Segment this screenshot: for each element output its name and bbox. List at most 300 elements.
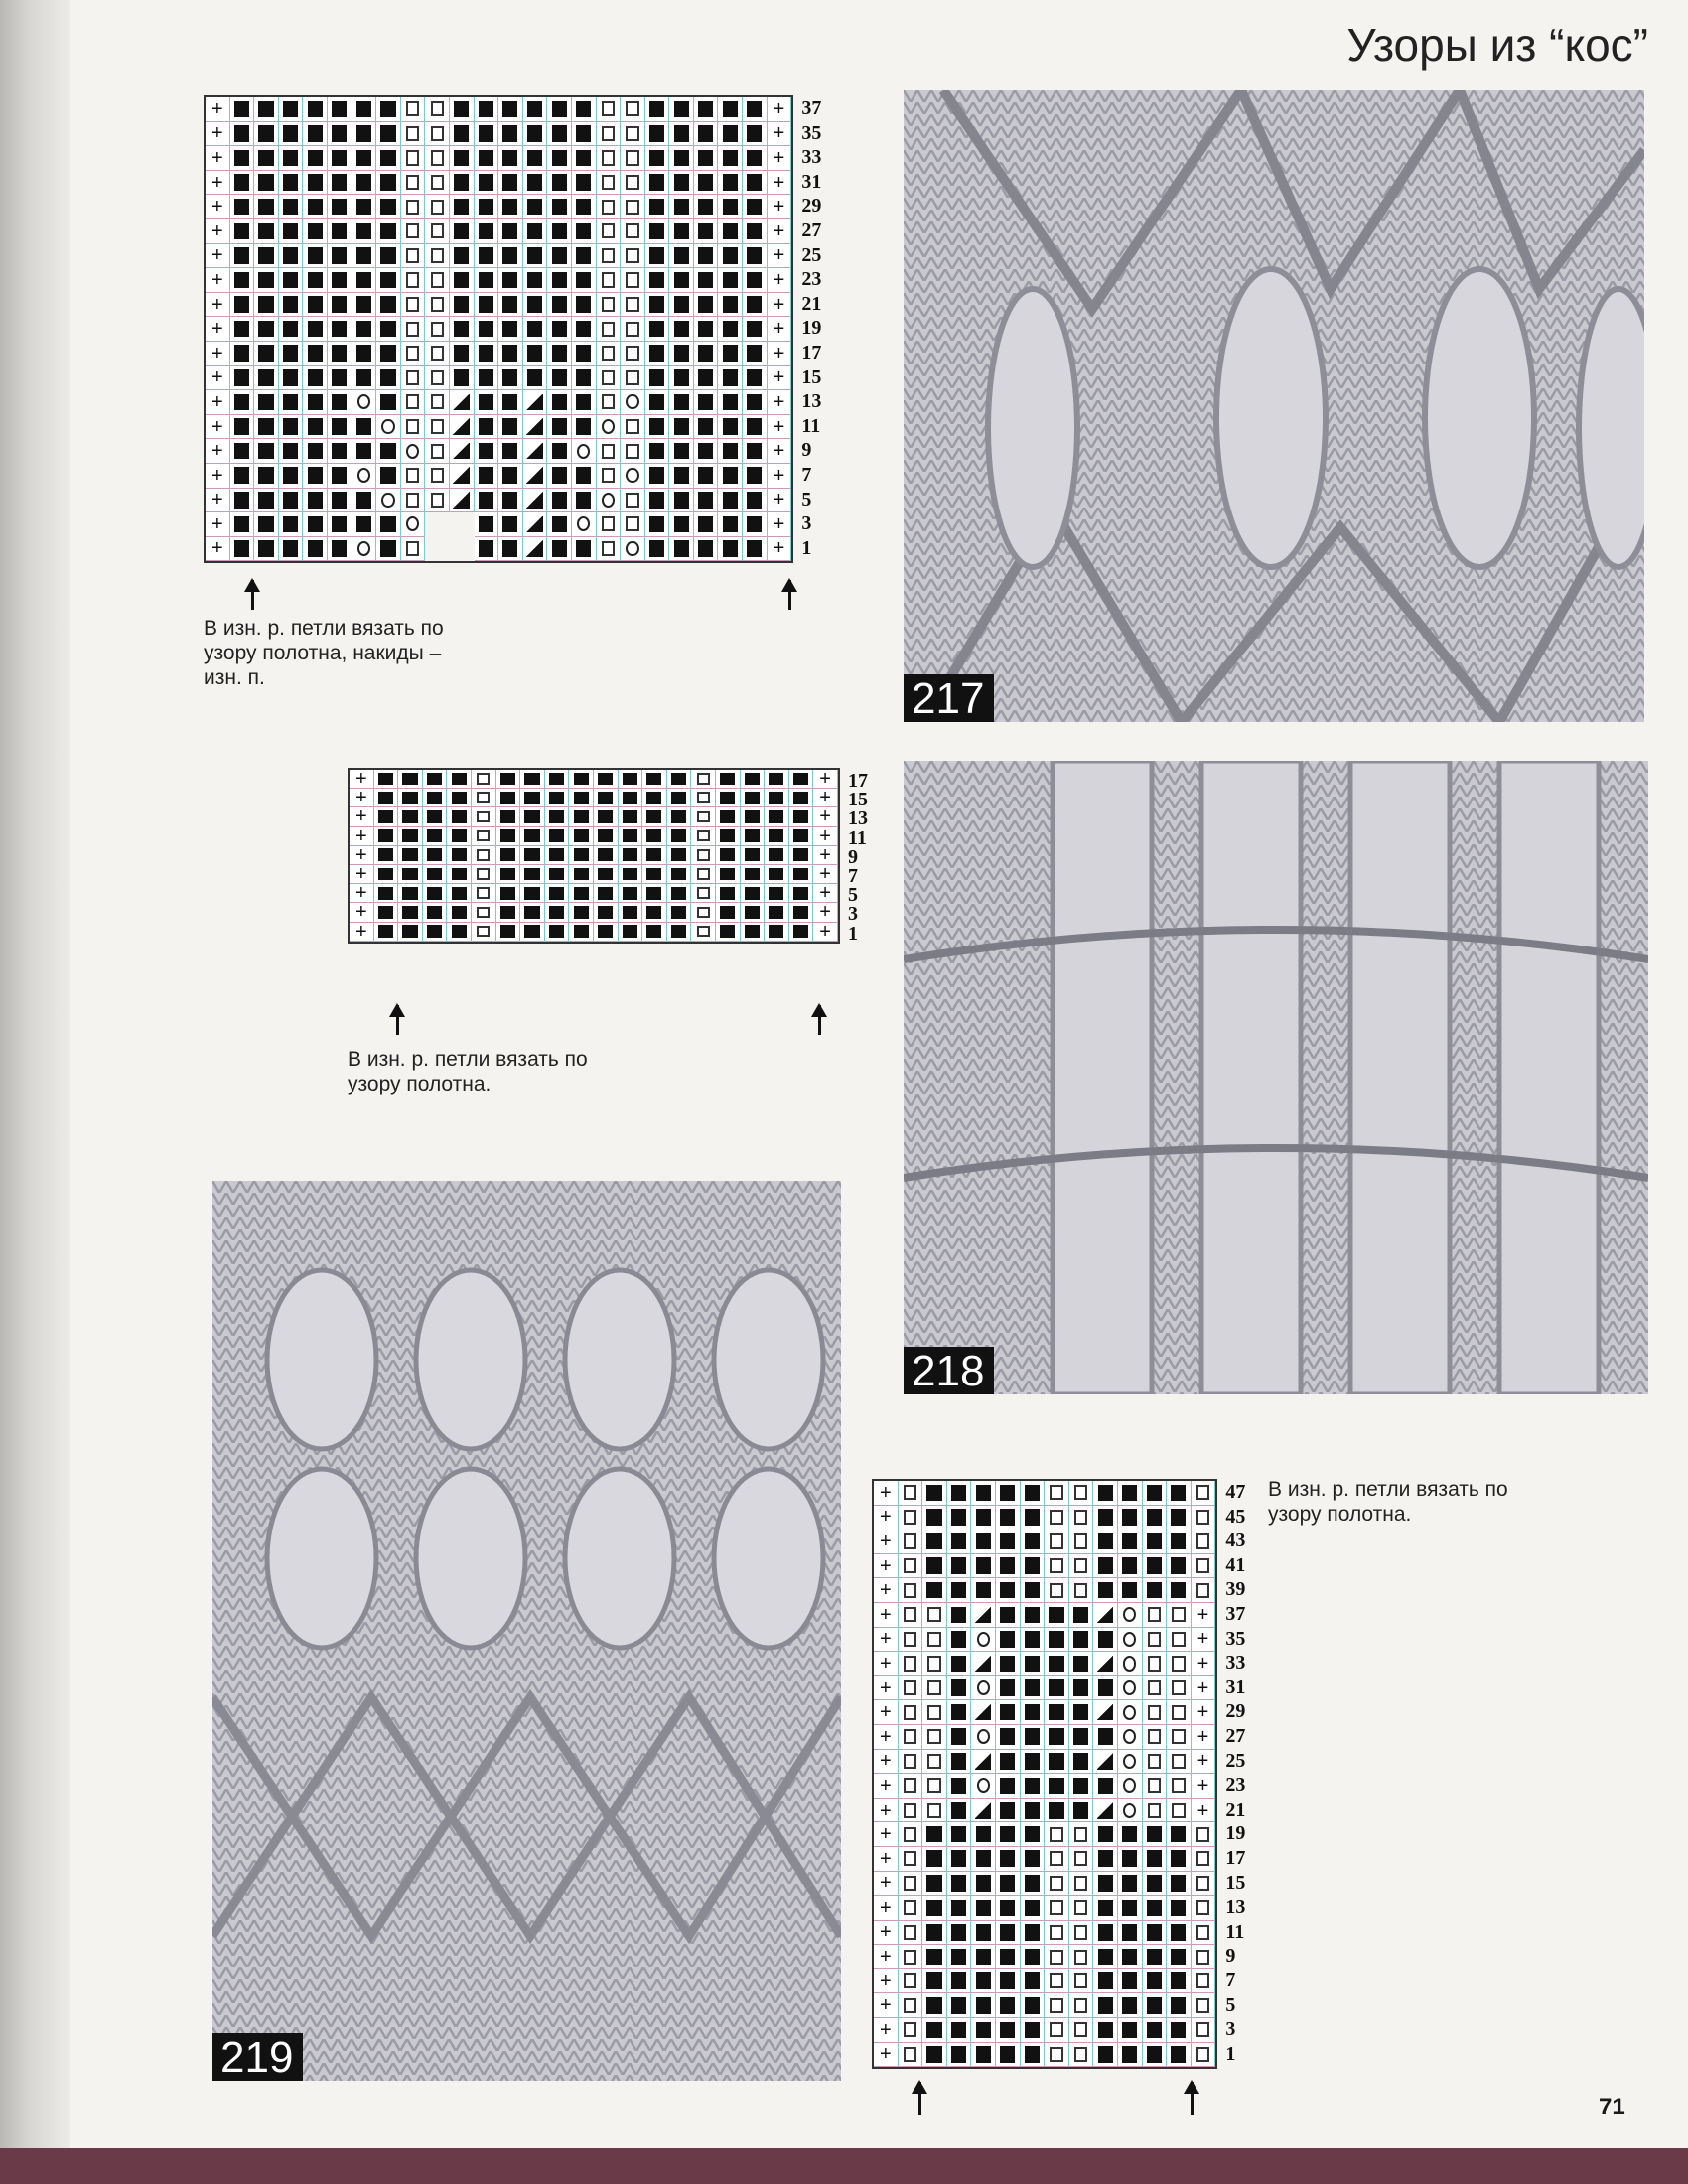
stitch-cell [947, 1529, 972, 1554]
chart-note-217: В изн. р. петли вязать по узору полотна, накиды – изн. п. [204, 617, 444, 689]
stitch-cell [376, 97, 401, 122]
stitch-cell [718, 293, 743, 318]
stitch-cell [694, 390, 719, 415]
stitch-cell [1192, 1921, 1216, 1946]
stitch-cell [642, 903, 667, 922]
stitch-cell [1192, 1554, 1216, 1579]
stitch-cell [768, 464, 792, 489]
stitch-cell [1118, 1628, 1143, 1653]
stitch-cell [423, 865, 448, 884]
stitch-cell [303, 244, 328, 269]
stitch-cell [922, 1799, 947, 1823]
stitch-cell [874, 1529, 899, 1554]
stitch-cell [254, 317, 279, 342]
stitch-cell [1069, 1993, 1094, 2018]
stitch-cell [947, 1750, 972, 1775]
stitch-cell [768, 342, 792, 366]
stitch-cell [743, 342, 768, 366]
stitch-cell [523, 390, 548, 415]
stitch-cell [547, 122, 572, 147]
photo-217 [904, 90, 1644, 722]
row-number: 15 [1225, 1871, 1246, 1894]
stitch-cell [523, 97, 548, 122]
stitch-cell [645, 537, 670, 562]
stitch-cell [569, 884, 594, 903]
stitch-cell [523, 342, 548, 366]
stitch-cell [996, 1578, 1021, 1603]
stitch-cell [1069, 1799, 1094, 1823]
stitch-cell [547, 317, 572, 342]
stitch-cell [1143, 1676, 1168, 1701]
stitch-cell [669, 512, 694, 537]
stitch-cell [947, 1676, 972, 1701]
stitch-cell [971, 1603, 996, 1628]
stitch-cell [597, 97, 622, 122]
stitch-cell [279, 342, 304, 366]
stitch-cell [667, 923, 692, 942]
stitch-cell [619, 770, 643, 789]
stitch-cell [475, 366, 499, 391]
stitch-cell [899, 1529, 923, 1554]
stitch-cell [523, 464, 548, 489]
stitch-cell [1118, 1750, 1143, 1775]
stitch-cell [597, 146, 622, 171]
stitch-cell [352, 293, 377, 318]
photo-218 [904, 761, 1648, 1394]
stitch-cell [1021, 1700, 1046, 1725]
stitch-cell [1021, 1822, 1046, 1847]
stitch-cell [1192, 1993, 1216, 2018]
stitch-cell [996, 1945, 1021, 1969]
stitch-cell [996, 1750, 1021, 1775]
stitch-cell [1045, 1603, 1069, 1628]
stitch-cell [716, 923, 741, 942]
stitch-cell [1069, 1628, 1094, 1653]
stitch-cell [206, 439, 230, 464]
stitch-cell [996, 1799, 1021, 1823]
stitch-cell [523, 366, 548, 391]
stitch-cell [1118, 1652, 1143, 1676]
stitch-cell [594, 807, 619, 826]
stitch-cell [645, 512, 670, 537]
stitch-cell [947, 1652, 972, 1676]
stitch-cell [874, 1799, 899, 1823]
stitch-cell [874, 1750, 899, 1775]
stitch-cell [1069, 1725, 1094, 1750]
stitch-cell [669, 366, 694, 391]
stitch-cell [303, 195, 328, 219]
stitch-cell [1093, 1921, 1118, 1946]
stitch-cell [206, 464, 230, 489]
stitch-cell [597, 366, 622, 391]
stitch-cell [765, 903, 789, 922]
stitch-cell [789, 789, 814, 807]
stitch-cell [922, 1603, 947, 1628]
stitch-cell [425, 293, 450, 318]
stitch-cell [398, 827, 423, 846]
stitch-cell [328, 366, 352, 391]
row-number: 1 [1225, 2042, 1236, 2065]
stitch-cell [768, 244, 792, 269]
stitch-cell [328, 415, 352, 440]
stitch-cell [922, 1822, 947, 1847]
stitch-cell [350, 903, 374, 922]
stitch-cell [765, 807, 789, 826]
stitch-cell [498, 219, 523, 244]
stitch-cell [1069, 1529, 1094, 1554]
row-number: 25 [801, 243, 822, 266]
stitch-cell [899, 1676, 923, 1701]
stitch-cell [547, 489, 572, 513]
stitch-cell [1118, 1578, 1143, 1603]
pattern-number-badge: 217 [904, 674, 994, 722]
stitch-cell [547, 171, 572, 196]
stitch-cell [642, 770, 667, 789]
stitch-cell [621, 366, 645, 391]
stitch-cell [1143, 1774, 1168, 1799]
stitch-cell [621, 219, 645, 244]
stitch-cell [1045, 1822, 1069, 1847]
row-number: 13 [801, 390, 822, 413]
stitch-cell [401, 366, 426, 391]
stitch-cell [254, 293, 279, 318]
stitch-cell [254, 489, 279, 513]
stitch-cell [401, 293, 426, 318]
stitch-cell [1069, 1847, 1094, 1872]
row-number: 23 [1225, 1774, 1246, 1797]
stitch-cell [230, 146, 255, 171]
stitch-cell [206, 268, 230, 293]
stitch-cell [1192, 1896, 1216, 1921]
stitch-cell [352, 122, 377, 147]
stitch-cell [874, 1700, 899, 1725]
stitch-cell [1021, 1750, 1046, 1775]
stitch-cell [743, 219, 768, 244]
stitch-cell [694, 146, 719, 171]
stitch-cell [1143, 1822, 1168, 1847]
stitch-cell [1143, 2018, 1168, 2043]
row-number: 39 [1225, 1578, 1246, 1601]
stitch-cell [545, 865, 570, 884]
stitch-cell [1021, 1725, 1046, 1750]
stitch-cell [1118, 1822, 1143, 1847]
stitch-cell [1045, 1799, 1069, 1823]
stitch-cell [374, 865, 399, 884]
stitch-cell [1093, 1847, 1118, 1872]
stitch-cell [279, 122, 304, 147]
stitch-cell [374, 807, 399, 826]
stitch-cell [947, 1628, 972, 1653]
stitch-cell [1093, 2018, 1118, 2043]
stitch-cell [667, 807, 692, 826]
stitch-cell [597, 317, 622, 342]
stitch-cell [498, 512, 523, 537]
stitch-cell [328, 390, 352, 415]
stitch-cell [1143, 1506, 1168, 1530]
stitch-cell [899, 1652, 923, 1676]
stitch-cell [971, 1993, 996, 2018]
stitch-cell [328, 268, 352, 293]
stitch-cell [572, 171, 597, 196]
stitch-cell [569, 846, 594, 865]
stitch-cell [947, 1822, 972, 1847]
stitch-cell [597, 415, 622, 440]
stitch-cell [350, 827, 374, 846]
row-number: 29 [1225, 1700, 1246, 1723]
row-number: 31 [1225, 1675, 1246, 1698]
stitch-cell [621, 268, 645, 293]
stitch-cell [996, 1822, 1021, 1847]
stitch-cell [569, 865, 594, 884]
stitch-cell [254, 366, 279, 391]
stitch-cell [1093, 1578, 1118, 1603]
stitch-cell [303, 219, 328, 244]
stitch-cell [374, 770, 399, 789]
stitch-cell [352, 366, 377, 391]
stitch-cell [279, 268, 304, 293]
stitch-cell [1167, 1872, 1192, 1897]
stitch-cell [1093, 1945, 1118, 1969]
stitch-cell [572, 439, 597, 464]
stitch-cell [279, 512, 304, 537]
stitch-cell [619, 846, 643, 865]
stitch-cell [1143, 1554, 1168, 1579]
stitch-cell [328, 342, 352, 366]
stitch-cell [1045, 2043, 1069, 2068]
stitch-cell [597, 537, 622, 562]
stitch-cell [303, 293, 328, 318]
stitch-cell [1069, 1822, 1094, 1847]
row-number: 35 [1225, 1627, 1246, 1650]
stitch-cell [279, 366, 304, 391]
stitch-cell [547, 219, 572, 244]
stitch-cell [621, 439, 645, 464]
stitch-cell [303, 390, 328, 415]
stitch-cell [765, 770, 789, 789]
stitch-cell [947, 1725, 972, 1750]
stitch-cell [899, 2043, 923, 2068]
stitch-cell [1021, 1603, 1046, 1628]
stitch-cell [569, 923, 594, 942]
stitch-cell [1045, 1506, 1069, 1530]
stitch-cell [425, 390, 450, 415]
stitch-cell [645, 171, 670, 196]
stitch-cell [401, 464, 426, 489]
row-number: 35 [801, 121, 822, 144]
stitch-cell [398, 789, 423, 807]
stitch-cell [279, 415, 304, 440]
knit-swatch-image [904, 761, 1648, 1394]
stitch-cell [425, 342, 450, 366]
stitch-cell [547, 244, 572, 269]
stitch-cell [813, 807, 838, 826]
stitch-cell [768, 390, 792, 415]
stitch-cell [667, 884, 692, 903]
stitch-cell [423, 827, 448, 846]
stitch-cell [716, 827, 741, 846]
stitch-cell [498, 122, 523, 147]
row-number: 1 [801, 536, 812, 559]
stitch-cell [789, 884, 814, 903]
stitch-cell [254, 244, 279, 269]
stitch-cell [716, 865, 741, 884]
stitch-cell [376, 390, 401, 415]
chart-note-219: В изн. р. петли вязать по узору полотна. [1268, 1478, 1508, 1526]
stitch-cell [498, 268, 523, 293]
stitch-cell [352, 268, 377, 293]
stitch-cell [874, 1603, 899, 1628]
stitch-cell [597, 244, 622, 269]
stitch-cell [230, 537, 255, 562]
stitch-cell [899, 1603, 923, 1628]
stitch-cell [899, 1993, 923, 2018]
stitch-cell [922, 1945, 947, 1969]
stitch-cell [947, 1506, 972, 1530]
stitch-cell [718, 97, 743, 122]
stitch-cell [1093, 1506, 1118, 1530]
stitch-cell [1167, 1628, 1192, 1653]
stitch-cell [547, 195, 572, 219]
stitch-cell [352, 195, 377, 219]
stitch-cell [594, 827, 619, 846]
stitch-cell [447, 865, 472, 884]
stitch-cell [425, 464, 450, 489]
stitch-cell [874, 1872, 899, 1897]
stitch-cell [947, 1945, 972, 1969]
stitch-cell [1021, 1652, 1046, 1676]
stitch-cell [694, 219, 719, 244]
stitch-cell [376, 489, 401, 513]
stitch-cell [619, 789, 643, 807]
stitch-cell [1118, 1529, 1143, 1554]
stitch-cell [303, 97, 328, 122]
stitch-cell [691, 884, 716, 903]
row-number: 25 [1225, 1749, 1246, 1772]
stitch-cell [971, 1750, 996, 1775]
stitch-cell [594, 884, 619, 903]
stitch-cell [694, 122, 719, 147]
stitch-cell [450, 537, 475, 562]
row-number: 5 [848, 884, 858, 907]
stitch-cell [1192, 1847, 1216, 1872]
stitch-cell [1143, 1603, 1168, 1628]
stitch-cell [523, 122, 548, 147]
stitch-cell [718, 390, 743, 415]
stitch-cell [694, 342, 719, 366]
stitch-cell [425, 122, 450, 147]
stitch-cell [206, 317, 230, 342]
stitch-cell [523, 439, 548, 464]
stitch-cell [899, 1554, 923, 1579]
stitch-cell [874, 1506, 899, 1530]
stitch-cell [1093, 1799, 1118, 1823]
stitch-cell [1069, 1603, 1094, 1628]
stitch-cell [874, 2043, 899, 2068]
stitch-cell [669, 219, 694, 244]
stitch-cell [1118, 1676, 1143, 1701]
stitch-cell [547, 97, 572, 122]
stitch-cell [545, 923, 570, 942]
stitch-cell [230, 122, 255, 147]
stitch-cell [621, 512, 645, 537]
stitch-cell [874, 1774, 899, 1799]
stitch-cell [352, 219, 377, 244]
stitch-cell [718, 489, 743, 513]
stitch-cell [472, 903, 496, 922]
stitch-cell [874, 1578, 899, 1603]
stitch-cell [498, 195, 523, 219]
stitch-cell [718, 464, 743, 489]
stitch-cell [1069, 2018, 1094, 2043]
stitch-cell [669, 464, 694, 489]
stitch-cell [971, 1822, 996, 1847]
stitch-cell [547, 268, 572, 293]
stitch-cell [1143, 1921, 1168, 1946]
stitch-cell [475, 512, 499, 537]
stitch-cell [621, 342, 645, 366]
stitch-cell [398, 846, 423, 865]
stitch-cell [450, 219, 475, 244]
stitch-cell [922, 2043, 947, 2068]
stitch-cell [765, 884, 789, 903]
stitch-cell [741, 789, 766, 807]
stitch-cell [594, 923, 619, 942]
stitch-cell [594, 789, 619, 807]
stitch-cell [718, 512, 743, 537]
stitch-cell [765, 846, 789, 865]
stitch-cell [569, 789, 594, 807]
stitch-cell [1192, 1700, 1216, 1725]
row-number: 7 [1225, 1969, 1236, 1991]
stitch-cell [328, 537, 352, 562]
stitch-cell [1143, 1896, 1168, 1921]
stitch-cell [572, 244, 597, 269]
stitch-cell [1192, 1945, 1216, 1969]
stitch-cell [669, 415, 694, 440]
stitch-cell [645, 293, 670, 318]
stitch-cell [206, 342, 230, 366]
stitch-cell [669, 342, 694, 366]
stitch-cell [303, 122, 328, 147]
stitch-cell [425, 439, 450, 464]
stitch-cell [328, 146, 352, 171]
stitch-cell [947, 1554, 972, 1579]
stitch-cell [996, 1847, 1021, 1872]
stitch-cell [694, 195, 719, 219]
stitch-cell [1069, 1750, 1094, 1775]
stitch-cell [691, 807, 716, 826]
row-number: 15 [848, 789, 868, 811]
stitch-cell [669, 317, 694, 342]
stitch-cell [619, 827, 643, 846]
stitch-cell [947, 2043, 972, 2068]
page-number: 71 [1599, 2094, 1625, 2120]
stitch-cell [694, 171, 719, 196]
stitch-cell [206, 390, 230, 415]
stitch-cell [621, 97, 645, 122]
stitch-cell [621, 244, 645, 269]
stitch-cell [279, 195, 304, 219]
stitch-cell [789, 770, 814, 789]
stitch-cell [401, 439, 426, 464]
stitch-cell [496, 789, 521, 807]
stitch-cell [922, 1896, 947, 1921]
stitch-cell [971, 1578, 996, 1603]
stitch-cell [398, 923, 423, 942]
stitch-cell [475, 439, 499, 464]
stitch-cell [376, 464, 401, 489]
stitch-grid [872, 1479, 1217, 2069]
